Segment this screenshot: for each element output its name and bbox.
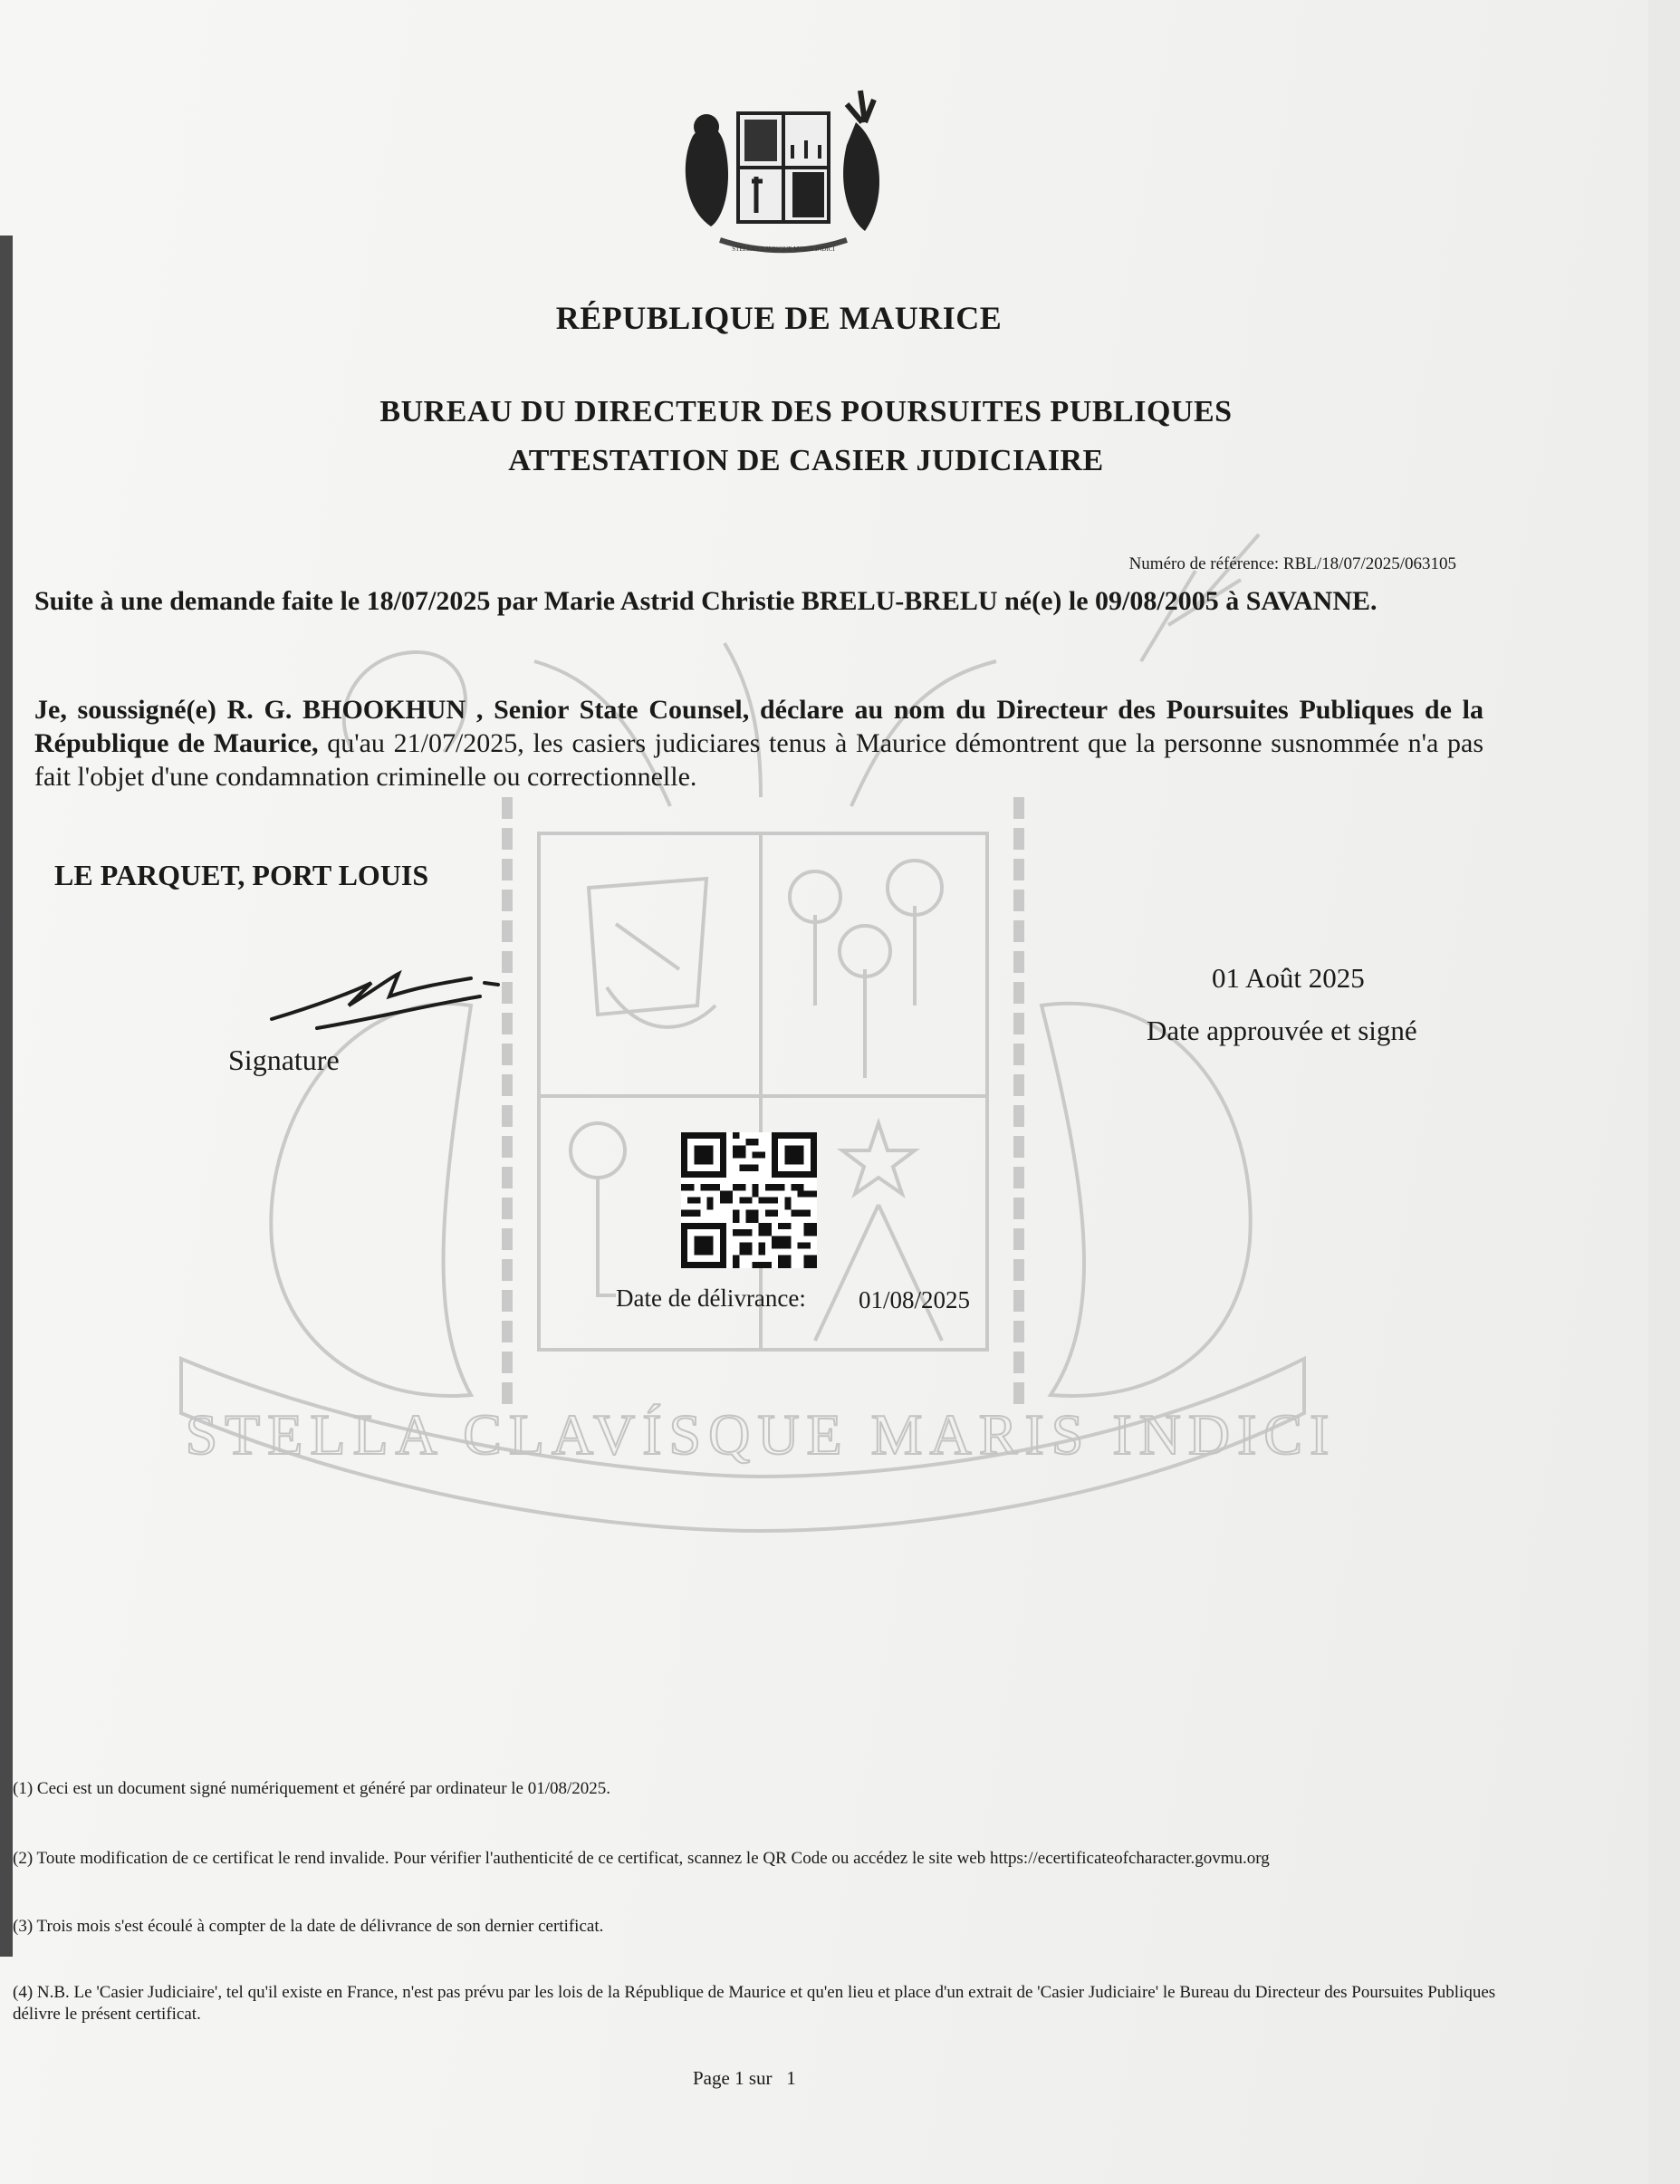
footnote-1: (1) Ceci est un document signé numériquement et généré par ordinateur le 01/08/2025. [13, 1779, 611, 1798]
page-edge-shadow [0, 236, 13, 1957]
watermark-motto: STELLA CLAVÍSQUE MARIS INDICI [185, 1402, 1337, 1467]
page-number: Page 1 sur 1 [693, 2067, 796, 2089]
request-paragraph: Suite à une demande faite le 18/07/2025 par Marie Astrid Christie BRELU-BRELU né(e) le 09/08/2005 à SAVANNE. [34, 586, 1378, 616]
shield-quarter-palms [761, 833, 987, 1096]
qr-code[interactable] [681, 1132, 817, 1268]
declaration-body: qu'au 21/07/2025, les casiers judiciares tenus à Maurice démontrent que la personne susnommée n'a pas fait l'objet d'une condamnation criminelle ou correctionnelle. [34, 728, 1483, 792]
document-title: ATTESTATION DE CASIER JUDICIAIRE [508, 444, 1104, 477]
signed-date: 01 Août 2025 [1212, 962, 1365, 994]
declaration-paragraph [34, 693, 1483, 794]
delivery-date-value: 01/08/2025 [859, 1286, 971, 1313]
dodo-supporter [686, 126, 728, 226]
country-heading: RÉPUBLIQUE DE MAURICE [555, 300, 1003, 336]
approved-label: Date approuvée et signé [1147, 1015, 1417, 1046]
issuing-place: LE PARQUET, PORT LOUIS [54, 859, 429, 891]
office-heading: BUREAU DU DIRECTEUR DES POURSUITES PUBLIQUES [379, 395, 1233, 428]
reference-number: Numéro de référence: RBL/18/07/2025/063105 [1128, 554, 1456, 573]
deer-supporter [843, 122, 879, 231]
handwritten-signature [263, 956, 516, 1037]
declaration-prefix: Je, soussigné(e) R. G. BHOOKHUN , Senior State Counsel, déclare au nom du Directeur des Poursuites Publiques de la République de Maurice, [34, 695, 1483, 758]
crest-motto: STELLA CLAVISQUE MARIS INDICI [732, 245, 835, 253]
coat-of-arms-crest [670, 82, 897, 263]
footnote-2: (2) Toute modification de ce certificat le rend invalide. Pour vérifier l'authenticité de ce certificat, scannez le QR Code ou accédez le site web https://ecertificateofcharacter.govmu.org [13, 1849, 1270, 1868]
shield-quarter-ship [539, 833, 761, 1096]
footnote-3: (3) Trois mois s'est écoulé à compter de la date de délivrance de son dernier certificat. [13, 1917, 604, 1936]
signature-label: Signature [228, 1044, 340, 1076]
delivery-date-label: Date de délivrance: [616, 1284, 806, 1312]
footnote-4: (4) N.B. Le 'Casier Judiciaire', tel qu'il existe en France, n'est pas prévu par les lois de la République de Maurice et qu'en lieu et place d'un extrait de 'Casier Judiciaire' le Bureau du Directeur des Poursuites Publiques délivre le présent certificat. [13, 1983, 1496, 2024]
